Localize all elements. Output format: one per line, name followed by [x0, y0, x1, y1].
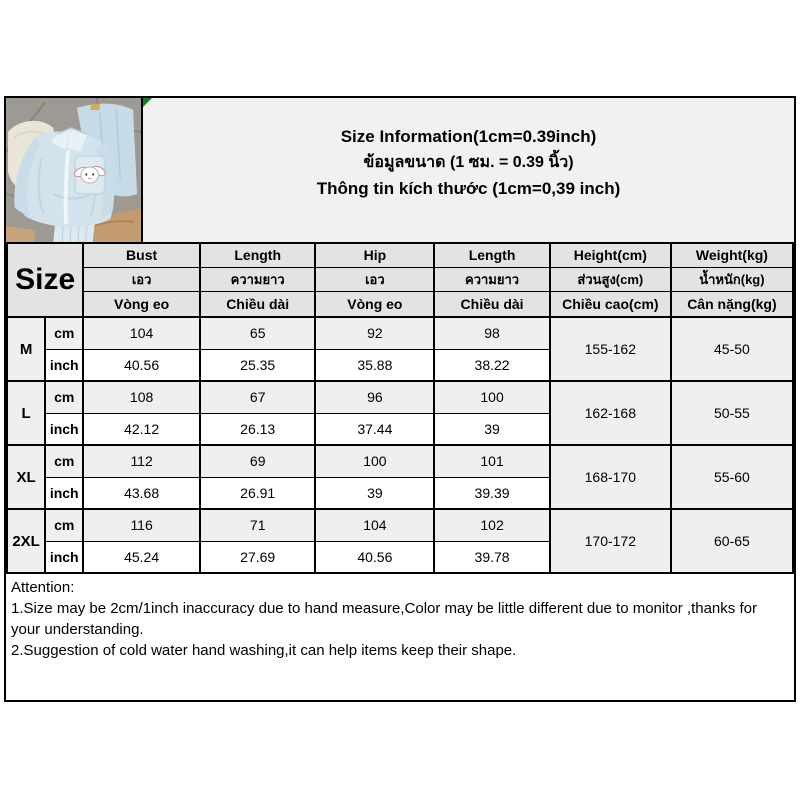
value-cell: 112	[83, 445, 200, 477]
value-cell: 98	[434, 317, 550, 349]
pajama-photo-illustration	[6, 98, 141, 242]
attention-heading: Attention:	[11, 579, 75, 596]
value-cell: 102	[434, 509, 550, 541]
value-cell: 43.68	[83, 477, 200, 509]
value-cell: 71	[200, 509, 316, 541]
size-label-l: L	[7, 381, 45, 445]
size-table	[6, 242, 794, 574]
col-header-weight: Weight(kg)	[671, 243, 793, 267]
col-header-hip-vi: Vòng eo	[315, 291, 434, 317]
col-header-weight-th: น้ำหนัก(kg)	[671, 267, 793, 291]
value-cell: 92	[315, 317, 434, 349]
title-thai: ข้อมูลขนาด (1 ซม. = 0.39 นิ้ว)	[363, 154, 574, 171]
value-cell: 116	[83, 509, 200, 541]
value-cell: 100	[434, 381, 550, 413]
value-cell: 26.91	[200, 477, 316, 509]
table-row-2xl-cm	[7, 509, 793, 541]
unit-label-cm: cm	[45, 509, 83, 541]
value-cell: 27.69	[200, 541, 316, 573]
col-header-length2-th: ความยาว	[434, 267, 550, 291]
value-cell: 40.56	[83, 349, 200, 381]
col-header-length: Length	[200, 243, 316, 267]
value-cell: 108	[83, 381, 200, 413]
col-header-length2-vi: Chiều dài	[434, 291, 550, 317]
col-header-height: Height(cm)	[550, 243, 671, 267]
value-cell: 25.35	[200, 349, 316, 381]
col-header-height-vi: Chiều cao(cm)	[550, 291, 671, 317]
green-corner-marker	[143, 98, 152, 107]
header-row-thai	[7, 267, 793, 291]
attention-line-1: 1.Size may be 2cm/1inch inaccuracy due to hand measure,Color may be little different due to monitor ,thanks for your understanding.	[11, 600, 757, 638]
table-row-l-cm	[7, 381, 793, 413]
unit-label-cm: cm	[45, 445, 83, 477]
unit-label-inch: inch	[45, 541, 83, 573]
size-label-m: M	[7, 317, 45, 381]
value-cell: 40.56	[315, 541, 434, 573]
value-cell: 101	[434, 445, 550, 477]
table-row-xl-cm	[7, 445, 793, 477]
value-cell: 67	[200, 381, 316, 413]
col-header-length-th: ความยาว	[200, 267, 316, 291]
col-header-bust-vi: Vòng eo	[83, 291, 200, 317]
value-cell: 37.44	[315, 413, 434, 445]
value-cell: 26.13	[200, 413, 316, 445]
value-cell: 39	[315, 477, 434, 509]
title-english: Size Information(1cm=0.39inch)	[340, 127, 597, 146]
unit-label-cm: cm	[45, 381, 83, 413]
col-header-bust: Bust	[83, 243, 200, 267]
value-cell: 104	[315, 509, 434, 541]
value-cell: 100	[315, 445, 434, 477]
value-cell: 69	[200, 445, 316, 477]
size-header-cell: Size	[7, 243, 83, 317]
size-label-2xl: 2XL	[7, 509, 45, 573]
title-area	[143, 98, 794, 242]
waist-tag	[91, 104, 100, 110]
size-chart-panel	[4, 96, 796, 702]
unit-label-inch: inch	[45, 413, 83, 445]
table-row-m-cm	[7, 317, 793, 349]
col-header-bust-th: เอว	[83, 267, 200, 291]
height-range-2xl: 170-172	[550, 509, 671, 573]
weight-range-m: 45-50	[671, 317, 793, 381]
attention-line-2: 2.Suggestion of cold water hand washing,it can help items keep their shape.	[11, 642, 517, 659]
value-cell: 42.12	[83, 413, 200, 445]
unit-label-inch: inch	[45, 349, 83, 381]
unit-label-cm: cm	[45, 317, 83, 349]
product-photo	[6, 98, 143, 242]
attention-notes	[6, 574, 794, 702]
weight-range-l: 50-55	[671, 381, 793, 445]
value-cell: 38.22	[434, 349, 550, 381]
value-cell: 45.24	[83, 541, 200, 573]
value-cell: 96	[315, 381, 434, 413]
top-section	[6, 98, 794, 242]
col-header-length2: Length	[434, 243, 550, 267]
height-range-m: 155-162	[550, 317, 671, 381]
value-cell: 104	[83, 317, 200, 349]
title-vietnamese: Thông tin kích thước (1cm=0,39 inch)	[316, 179, 621, 198]
col-header-length-vi: Chiều dài	[200, 291, 316, 317]
col-header-hip: Hip	[315, 243, 434, 267]
col-header-hip-th: เอว	[315, 267, 434, 291]
value-cell: 39	[434, 413, 550, 445]
col-header-weight-vi: Cân nặng(kg)	[671, 291, 793, 317]
weight-range-2xl: 60-65	[671, 509, 793, 573]
header-row-english	[7, 243, 793, 267]
height-range-xl: 168-170	[550, 445, 671, 509]
value-cell: 39.78	[434, 541, 550, 573]
weight-range-xl: 55-60	[671, 445, 793, 509]
height-range-l: 162-168	[550, 381, 671, 445]
unit-label-inch: inch	[45, 477, 83, 509]
value-cell: 39.39	[434, 477, 550, 509]
size-label-xl: XL	[7, 445, 45, 509]
col-header-height-th: ส่วนสูง(cm)	[550, 267, 671, 291]
value-cell: 65	[200, 317, 316, 349]
header-row-vietnamese	[7, 291, 793, 317]
value-cell: 35.88	[315, 349, 434, 381]
